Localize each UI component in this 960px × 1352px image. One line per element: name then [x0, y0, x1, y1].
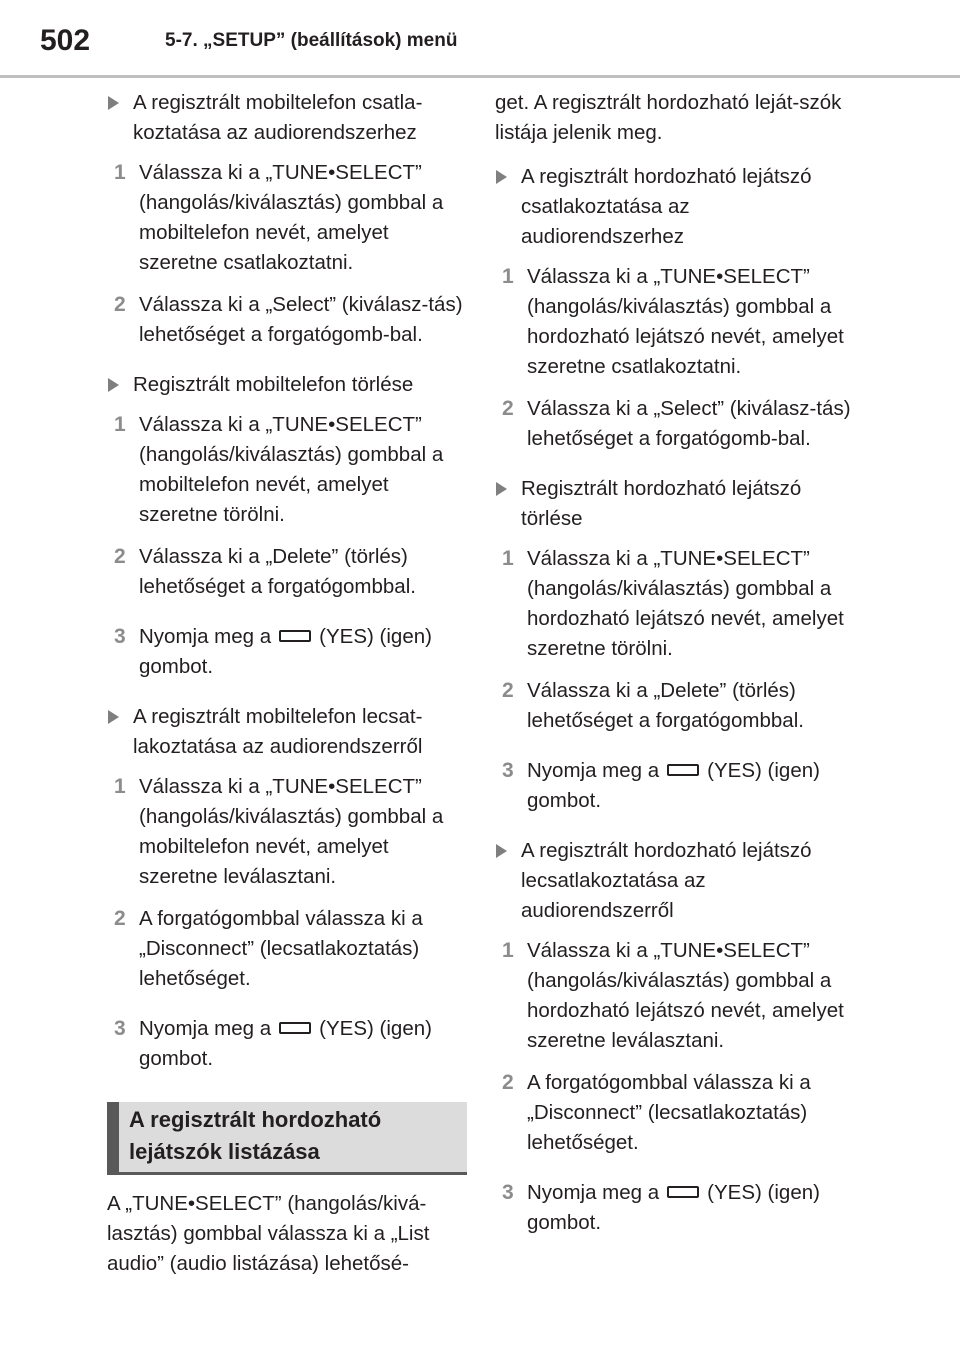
yes-button-icon — [279, 630, 311, 642]
bullet-heading-text: A regisztrált hordozható lejátszó lecsatlakoztatása az audiorendszerről — [521, 839, 812, 922]
triangle-bullet-icon — [496, 844, 507, 858]
step-item — [107, 904, 467, 994]
triangle-bullet-icon — [108, 96, 119, 110]
step-text: Válassza ki a „TUNE•SELECT” (hangolás/kiválasztás) gombbal a mobiltelefon nevét, amelyet szeretne leválasztani. — [139, 775, 444, 888]
step-text: Válassza ki a „TUNE•SELECT” (hangolás/kiválasztás) gombbal a mobiltelefon nevét, amelyet szeretne törölni. — [139, 413, 444, 526]
step-number: 3 — [114, 625, 126, 648]
bullet-heading-text: A regisztrált hordozható lejátszó csatlakoztatása az audiorendszerhez — [521, 165, 812, 248]
step-number: 1 — [114, 775, 126, 798]
triangle-bullet-icon — [496, 482, 507, 496]
bullet-heading-text: A regisztrált mobiltelefon csatla-koztatása az audiorendszerhez — [133, 91, 423, 144]
page-number: 502 — [40, 24, 91, 57]
step-item — [107, 772, 467, 892]
step-number: 2 — [502, 679, 514, 702]
step-item — [495, 394, 855, 454]
step-item — [107, 1014, 467, 1074]
step-item — [495, 1068, 855, 1158]
yes-button-icon — [667, 764, 699, 776]
step-item — [495, 262, 855, 382]
body-paragraph-continued: get. A regisztrált hordozható leját-szók listája jelenik meg. — [495, 91, 842, 144]
step-text: A forgatógombbal válassza ki a „Disconnect” (lecsatlakoztatás) lehetőséget. — [139, 907, 423, 990]
yes-button-icon — [667, 1186, 699, 1198]
step-number: 2 — [502, 397, 514, 420]
bullet-heading — [107, 702, 467, 762]
bullet-heading-text: Regisztrált hordozható lejátszó törlése — [521, 477, 802, 530]
step-text: A forgatógombbal válassza ki a „Disconnect” (lecsatlakoztatás) lehetőséget. — [527, 1071, 811, 1154]
step-item — [495, 936, 855, 1056]
step-text: Válassza ki a „TUNE•SELECT” (hangolás/kiválasztás) gombbal a hordozható lejátszó nevét, amelyet szeretne törölni. — [527, 547, 844, 660]
step-number: 1 — [502, 265, 514, 288]
triangle-bullet-icon — [108, 710, 119, 724]
step-text: Válassza ki a „TUNE•SELECT” (hangolás/kiválasztás) gombbal a hordozható lejátszó nevét, amelyet szeretne csatlakoztatni. — [527, 265, 844, 378]
triangle-bullet-icon — [496, 170, 507, 184]
step-number: 3 — [502, 1181, 514, 1204]
step-item — [495, 1178, 855, 1238]
step-number: 3 — [114, 1017, 126, 1040]
step-number: 2 — [114, 293, 126, 316]
yes-button-icon — [279, 1022, 311, 1034]
page-header — [0, 0, 960, 80]
bullet-heading — [495, 162, 855, 252]
step-text-post: (YES) (igen) gombot. — [139, 625, 432, 678]
step-item — [107, 158, 467, 278]
step-number: 2 — [502, 1071, 514, 1094]
step-number: 3 — [502, 759, 514, 782]
section-title: 5-7. „SETUP” (beállítások) menü — [165, 30, 458, 51]
bullet-heading-text: A regisztrált mobiltelefon lecsat-lakoztatása az audiorendszerről — [133, 705, 423, 758]
bullet-heading — [495, 474, 855, 534]
step-number: 2 — [114, 545, 126, 568]
step-number: 1 — [114, 413, 126, 436]
left-column — [107, 88, 467, 1293]
step-text-pre: Nyomja meg a — [139, 625, 272, 648]
step-text: Válassza ki a „TUNE•SELECT” (hangolás/kiválasztás) gombbal a mobiltelefon nevét, amelyet szeretne csatlakoztatni. — [139, 161, 444, 274]
header-divider — [0, 75, 960, 78]
body-paragraph: A „TUNE•SELECT” (hangolás/kivá-lasztás) gombbal válassza ki a „List audio” (audio listázása) lehetősé- — [107, 1192, 430, 1275]
step-text: Válassza ki a „Select” (kiválasz-tás) lehetőséget a forgatógomb-bal. — [139, 293, 463, 346]
step-item — [107, 410, 467, 530]
step-item — [495, 544, 855, 664]
right-column — [495, 88, 855, 1250]
triangle-bullet-icon — [108, 378, 119, 392]
step-item — [107, 542, 467, 602]
step-number: 1 — [114, 161, 126, 184]
step-text-post: (YES) (igen) gombot. — [527, 1181, 820, 1234]
step-text-pre: Nyomja meg a — [527, 1181, 660, 1204]
step-number: 2 — [114, 907, 126, 930]
step-item — [495, 756, 855, 816]
step-text: Válassza ki a „Delete” (törlés) lehetőséget a forgatógombbal. — [527, 679, 804, 732]
bullet-heading — [495, 836, 855, 926]
step-text-pre: Nyomja meg a — [527, 759, 660, 782]
step-number: 1 — [502, 547, 514, 570]
step-item — [107, 290, 467, 350]
step-number: 1 — [502, 939, 514, 962]
step-text: Válassza ki a „Select” (kiválasz-tás) lehetőséget a forgatógomb-bal. — [527, 397, 851, 450]
subsection-heading: A regisztrált hordozható lejátszók listázása — [107, 1102, 467, 1175]
step-item — [107, 622, 467, 682]
step-text-post: (YES) (igen) gombot. — [527, 759, 820, 812]
step-item — [495, 676, 855, 736]
bullet-heading-text: Regisztrált mobiltelefon törlése — [133, 373, 414, 396]
step-text: Válassza ki a „TUNE•SELECT” (hangolás/kiválasztás) gombbal a hordozható lejátszó nevét, amelyet szeretne leválasztani. — [527, 939, 844, 1052]
step-text: Válassza ki a „Delete” (törlés) lehetőséget a forgatógombbal. — [139, 545, 416, 598]
step-text-pre: Nyomja meg a — [139, 1017, 272, 1040]
bullet-heading — [107, 370, 467, 400]
step-text-post: (YES) (igen) gombot. — [139, 1017, 432, 1070]
bullet-heading — [107, 88, 467, 148]
